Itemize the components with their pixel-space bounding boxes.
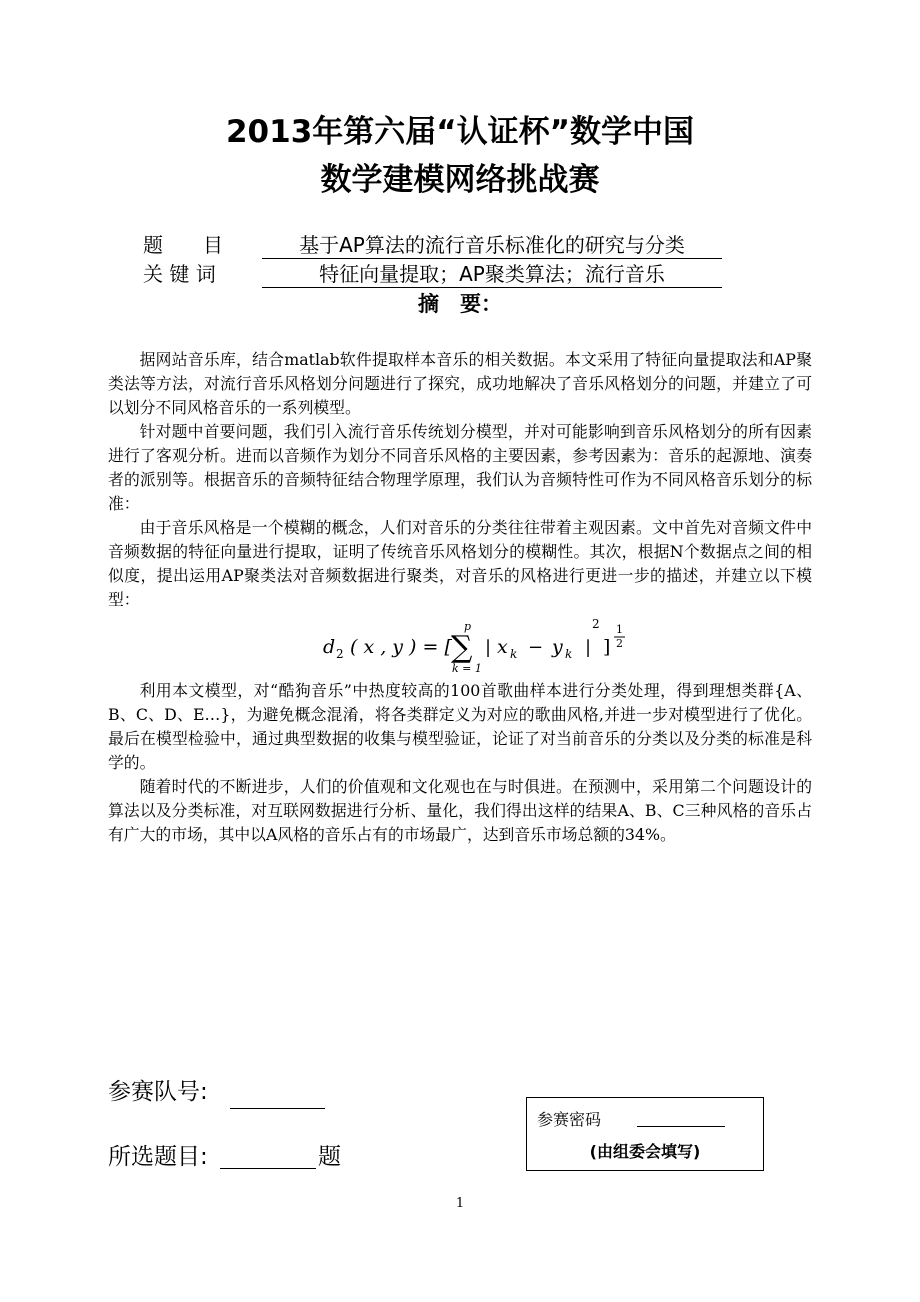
formula-sum-symbol: ∑ xyxy=(451,630,473,665)
topic-value: 基于AP算法的流行音乐标准化的研究与分类 xyxy=(262,232,722,259)
selected-problem-suffix: 题 xyxy=(318,1144,341,1170)
abstract-paragraph: 利用本文模型，对“酷狗音乐”中热度较高的100首歌曲样本进行分类处理，得到理想类群{A、B、C、D、E…}，为避免概念混淆，将各类群定义为对应的歌曲风格,并进一步对模型进行了优化。最后在模型检验中，通过典型数据的收集与模型验证，论证了对当前音乐的分类以及分类的标准是科学的。 xyxy=(108,681,812,772)
abstract-paragraph: 随着时代的不断进步，人们的价值观和文化观也在与时俱进。在预测中，采用第二个问题设计的算法以及分类标准，对互联网数据进行分析、量化，我们得出这样的结果A、B、C三种风格的音乐占有广大的市场，其中以A风格的音乐占有的市场最广，达到音乐市场总额的34%。 xyxy=(108,777,812,844)
formula-close-bracket: ] xyxy=(603,636,611,658)
formula-args: ( x , y ) = [ xyxy=(350,636,452,658)
team-number-blank xyxy=(230,1108,325,1109)
competition-title: 2013年第六届“认证杯”数学中国 xyxy=(225,114,695,150)
selected-problem-blank xyxy=(220,1168,316,1169)
team-number-label: 参赛队号: xyxy=(108,1079,208,1105)
password-label: 参赛密码 xyxy=(537,1110,602,1129)
password-box xyxy=(526,1097,764,1171)
abstract-paragraph: 由于音乐风格是一个模糊的概念，人们对音乐的分类往往带着主观因素。文中首先对音频文件中音频数据的特征向量进行提取，证明了传统音乐风格划分的模糊性。其次，根据N个数据点之间的相似度，提出运用AP聚类法对音频数据进行聚类，对音乐的风格进行更进一步的描述，并建立以下模型： xyxy=(108,518,812,609)
abstract-heading: 摘 要： xyxy=(418,292,502,316)
formula-x-subscript: k xyxy=(510,647,518,661)
abstract-body-lower xyxy=(108,679,812,847)
page-number: 1 xyxy=(455,1196,465,1211)
formula-d: d xyxy=(323,636,336,658)
topic-label: 题 目 xyxy=(143,233,223,257)
formula-abs-close: | xyxy=(585,637,592,658)
keywords-value: 特征向量提取；AP聚类算法；流行音乐 xyxy=(262,261,722,288)
formula-y-subscript: k xyxy=(565,647,573,661)
abstract-paragraph: 针对题中首要问题，我们引入流行音乐传统划分模型，并对可能影响到音乐风格划分的所有因素进行了客观分析。进而以音频作为划分不同音乐风格的主要因素，参考因素为：音乐的起源地、演奏者的派别等。根据音乐的音频特征结合物理学原理，我们认为音频特性可作为不同风格音乐划分的标准： xyxy=(108,422,812,513)
formula-d-subscript: 2 xyxy=(336,647,344,661)
password-blank xyxy=(637,1126,725,1127)
formula-x: x xyxy=(497,636,508,658)
formula-sum-upper: p xyxy=(464,620,472,633)
formula-y: y xyxy=(552,636,563,658)
formula-minus: − xyxy=(528,637,544,658)
competition-subtitle: 数学建模网络挑战赛 xyxy=(320,162,600,198)
password-note: (由组委会填写) xyxy=(589,1142,701,1161)
formula-outer-denominator: 2 xyxy=(616,637,623,650)
abstract-paragraph: 据网站音乐库，结合matlab软件提取样本音乐的相关数据。本文采用了特征向量提取法和AP聚类法等方法，对流行音乐风格划分问题进行了探究，成功地解决了音乐风格划分的问题，并建立了可以划分不同风格音乐的一系列模型。 xyxy=(108,350,812,417)
keywords-label: 关 键 词 xyxy=(143,262,216,286)
formula-outer-numerator: 1 xyxy=(616,623,623,636)
distance-formula xyxy=(0,617,920,677)
formula-sum-lower: k = 1 xyxy=(452,662,482,675)
formula-power: 2 xyxy=(592,617,600,631)
selected-problem-label: 所选题目: xyxy=(108,1144,208,1170)
abstract-body-upper xyxy=(108,348,812,612)
formula-abs-open: | xyxy=(485,637,492,658)
